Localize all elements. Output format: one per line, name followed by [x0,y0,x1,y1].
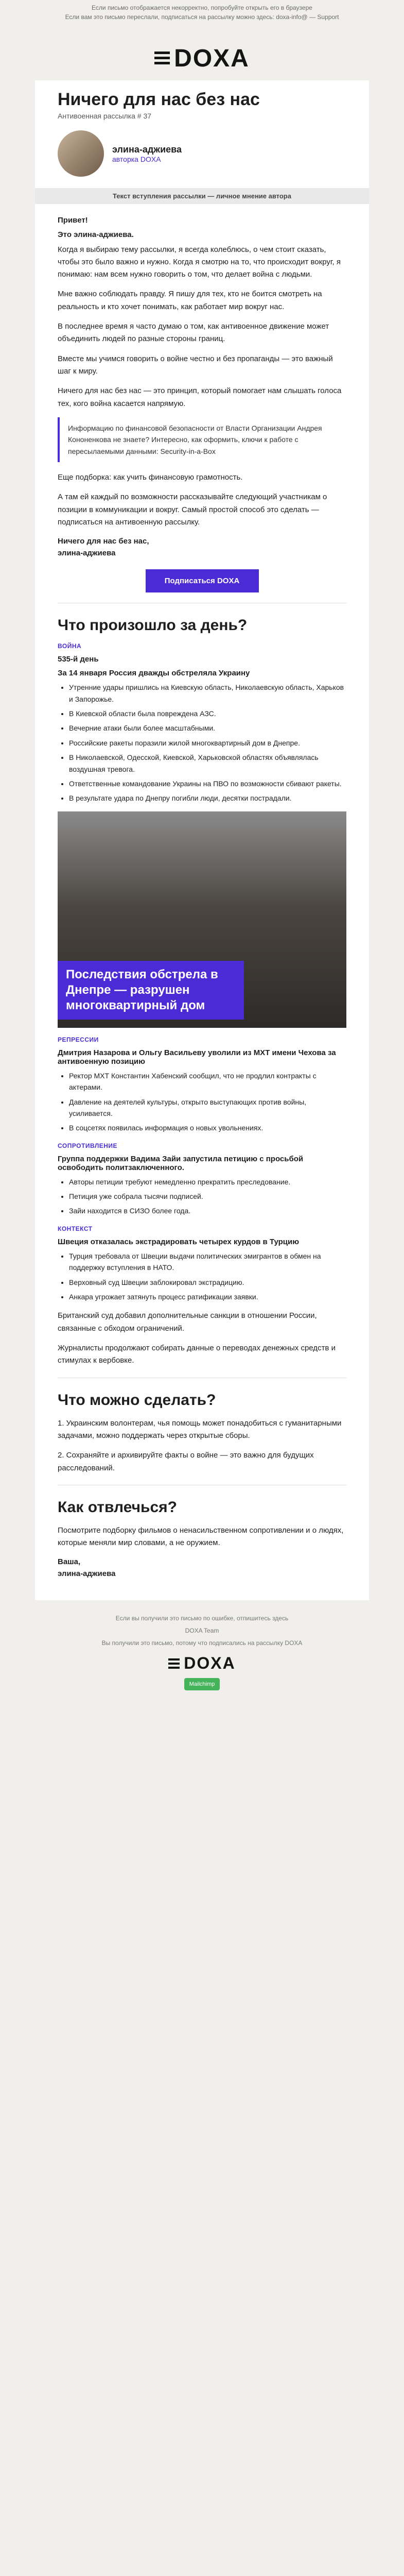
top-note-subscribe[interactable]: Если вам это письмо переслали, подписаться на рассылку можно здесь: doxa-info@ — Support [65,13,339,21]
final-signoff [58,1556,346,1580]
repression-list [58,1070,346,1134]
intro-paragraph-1: Когда я выбираю тему рассылки, я всегда колеблюсь, о чем стоит сказать, чтобы это было важно и нужно. Когда я смотрю на то, что происходит вокруг, я понимаю: нам всем нужно говорить о том, что делает война с людьми. [58,245,341,279]
intro-greeting-2: Это элина-аджиева. [58,230,134,240]
list-item: • Зайи находится в СИЗО более года. [69,1205,346,1216]
footer-logo-text: DOXA [184,1654,236,1673]
list-item: • В Николаевской, Одесской, Киевской, Харьковской областях объявлялась воздушная тревога. [69,752,346,775]
photo-caption: Последствия обстрела в Днепре — разрушен многоквартирный дом [58,961,244,1020]
footer-unsubscribe[interactable]: Если вы получили это письмо по ошибке, отпишитесь здесь [115,1615,289,1622]
list-item: • В результате удара по Днепру погибли люди, десятки пострадали. [69,792,346,804]
resistance-label: СОПРОТИВЛЕНИЕ [58,1142,118,1149]
context-paragraph-2: Журналисты продолжают собирать данные о переводах денежных средств и стимулах к вербовке. [58,1344,336,1365]
list-item: • В соцсетях появилась информация о новых увольнениях. [69,1122,346,1133]
top-note-browser[interactable]: Если письмо отображается некорректно, попробуйте открыть его в браузере [92,4,312,11]
list-item: • В Киевской области была повреждена АЗС. [69,708,346,719]
intro-banner: Текст вступления рассылки — личное мнение автора [35,188,369,204]
resistance-list [58,1176,346,1217]
email-card [35,80,369,1600]
intro-closing-1: Ничего для нас без нас, [58,537,149,546]
final-closing-2: элина-аджиева [58,1569,116,1578]
final-closing-1: Ваша, [58,1557,81,1567]
resistance-head: Группа поддержки Вадима Зайи запустила петицию с просьбой освободить политзаключенного. [58,1154,304,1172]
issue-title: Ничего для нас без нас [58,90,260,109]
intro-paragraph-4: Вместе мы учимся говорить о войне честно и без пропаганды — это важный шаг к миру. [58,354,333,376]
list-item: • Авторы петиции требуют немедленно прекратить преследование. [69,1176,346,1188]
list-item: • Давление на деятелей культуры, открыто выступающих против войны, усиливается. [69,1096,346,1120]
list-item: • Верховный суд Швеции заблокировал экстрадицию. [69,1277,346,1288]
what-to-do-paragraph-2: 2. Сохраняйте и архивируйте факты о войне — это важно для будущих расследований. [58,1451,314,1472]
war-day: 535-й день [58,655,99,664]
list-item: • Турция требовала от Швеции выдачи политических эмигрантов в обмен на поддержку вступления в НАТО. [69,1250,346,1274]
author-name: элина-аджиева [112,144,182,155]
logo-mark-icon [168,1657,181,1670]
intro-paragraph-3: В последнее время я часто думаю о том, как антивоенное движение может объединить людей по разные стороны границ. [58,322,329,344]
footer-logo[interactable] [35,1654,369,1673]
context-label: КОНТЕКСТ [58,1225,93,1232]
intro-paragraph-2: Мне важно соблюдать правду. Я пишу для тех, кто не боится смотреть на реальность и кто хочет понимать, как работает мир вокруг нас. [58,290,322,311]
repression-label: РЕПРЕССИИ [58,1036,99,1043]
intro-closing-2: элина-аджиева [58,548,116,557]
list-item: • Вечерние атаки были более масштабными. [69,722,346,734]
subscribe-button[interactable]: Подписаться DOXA [146,569,259,592]
overnight-list [58,682,346,804]
email-footer [35,1600,369,1690]
intro-signoff [58,536,346,559]
context-paragraph-1: Британский суд добавил дополнительные санкции в отношении России, связанные с обходом ограничений. [58,1311,317,1333]
dnipro-photo [58,811,346,1028]
intro-greeting: Привет! [58,216,88,225]
email-header [0,36,404,80]
intro-paragraph-6: Еще подборка: как учить финансовую грамотность. [58,473,243,482]
author-role[interactable]: авторка DOXA [112,155,161,163]
intro-paragraph-5: Ничего для нас без нас — это принцип, который помогает нам слышать голоса тех, кого война касается напрямую. [58,386,342,408]
list-item: • Ректор МХТ Константин Хабенский сообщил, что не продлил контракты с актерами. [69,1070,346,1093]
context-head: Швеция отказалась экстрадировать четырех курдов в Турцию [58,1237,300,1246]
distraction-title: Как отвлечься? [58,1498,178,1516]
issue-subtitle: Антивоенная рассылка # 37 [58,112,152,120]
list-item: • Утренние удары пришлись на Киевскую область, Николаевскую область, Харьков и Запорожье. [69,682,346,705]
author-block [58,130,346,177]
mailchimp-badge[interactable]: Mailchimp [184,1678,220,1690]
logo-text: DOXA [174,44,250,72]
author-avatar [58,130,104,177]
what-happened-title: Что произошло за день? [58,617,248,634]
what-to-do-paragraph-1: 1. Украинским волонтерам, чья помощь может понадобиться с гуманитарными задачами, можно поддержать через открытые сборы. [58,1418,342,1440]
intro-quote: Информацию по финансовой безопасности от Власти Организации Андрея Кононенкова не знаете? Интересно, как оформить, ключи к работе с пересылаемыми данными: Security-in-a-Box [58,417,346,462]
logo-mark-icon [154,49,171,67]
distraction-paragraph: Посмотрите подборку фильмов о ненасильственном сопротивлении и о людях, которые меняли мир словами, а не оружием. [58,1526,344,1548]
list-item: • Российские ракеты поразили жилой многоквартирный дом в Днепре. [69,737,346,749]
top-notes [0,0,404,36]
context-list [58,1250,346,1303]
intro-paragraph-7: А там ей каждый по возможности рассказывайте следующий участникам о позиции в коммуникации и вокруг. Самый простой способ это сделать — подписаться на антивоенную рассылку. [58,493,327,527]
footer-team: DOXA Team [185,1627,219,1635]
what-to-do-title: Что можно сделать? [58,1391,216,1409]
repression-head: Дмитрия Назарова и Ольгу Васильеву уволили из МХТ имени Чехова за антивоенную позицию [58,1048,336,1066]
footer-notice: Вы получили это письмо, потому что подписались на рассылку DOXA [101,1639,303,1647]
list-item: • Анкара угрожает затянуть процесс ратификации заявки. [69,1291,346,1302]
overnight-head: За 14 января Россия дважды обстреляла Украину [58,669,250,678]
list-item: • Ответственные командование Украины на ПВО по возможности сбивают ракеты. [69,778,346,789]
doxa-logo[interactable] [154,44,250,73]
war-label: ВОЙНА [58,642,82,650]
list-item: • Петиция уже собрала тысячи подписей. [69,1191,346,1202]
